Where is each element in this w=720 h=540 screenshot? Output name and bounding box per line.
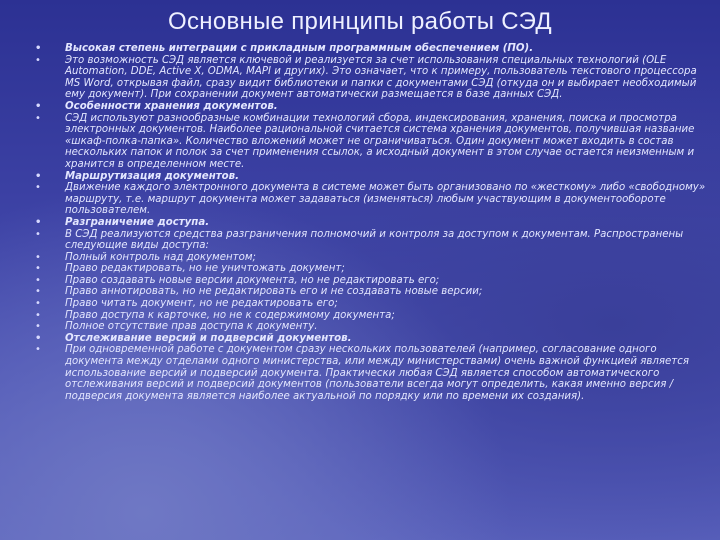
bullet-label: Это возможность СЭД является ключевой и реализуется за счет использования специальных технологий (OLE Automation, DDE, Active X, ODMA, MAPI и других). Это означает, что к примеру, пользователь текстового процессора MS Word, открывая файл, сразу видит библиотеки и папки с документами СЭД (откуда он и выбирает необходимый ему документ). При сохранении документ автоматически размещается в базе данных СЭД. xyxy=(65,54,697,101)
bullet-text xyxy=(35,182,707,217)
bullet-text xyxy=(35,286,707,298)
bullet-label: Маршрутизация документов. xyxy=(65,170,239,182)
bullet-label: Право создавать новые версии документа, но не редактировать его; xyxy=(65,274,440,286)
bullet-label: Движение каждого электронного документа в системе может быть организовано по «жесткому» либо «свободному» маршруту, т.е. маршрут документа может задаваться (изменяться) любым участвующим в документообороте пользователем. xyxy=(65,182,706,217)
bullet-label: В СЭД реализуются средства разграничения полномочий и контроля за доступом к документам. Распространены следующие виды доступа: xyxy=(65,228,684,252)
bullet-icon: • xyxy=(35,216,42,228)
bullet-icon: • xyxy=(35,43,42,54)
bullet-text xyxy=(35,263,707,275)
section-heading xyxy=(35,333,707,345)
bullet-icon: • xyxy=(35,286,41,298)
bullet-icon: • xyxy=(35,344,41,356)
bullet-label: Полный контроль над документом; xyxy=(65,251,256,263)
slide-title: Основные принципы работы СЭД xyxy=(168,8,552,35)
bullet-label: Высокая степень интеграции с прикладным программным обеспечением (ПО). xyxy=(65,43,534,54)
bullet-label: При одновременной работе с документом сразу нескольких пользователей (например, согласование одного документа между отделами одного министерства, или между министерствами) очень важной функцией является использование версий и подверсий документа. Практически любая СЭД является способом автоматического отслеживания версий и подверсий документов (пользователи всегда могут определить, какая именно версия / подверсия документа является наиболее актуальной по порядку или по времени их создания). xyxy=(65,344,689,402)
bullet-icon: • xyxy=(35,251,41,263)
bullet-icon: • xyxy=(35,54,41,66)
section-heading xyxy=(35,43,707,55)
bullet-icon: • xyxy=(35,263,41,275)
bullet-text xyxy=(35,310,707,322)
bullet-label: Право читать документ, но не редактировать его; xyxy=(65,298,338,310)
bullet-icon: • xyxy=(35,274,41,286)
bullet-text xyxy=(35,229,707,252)
bullet-label: Особенности хранения документов. xyxy=(65,100,278,112)
section-heading xyxy=(35,101,707,113)
bullet-text xyxy=(35,344,707,402)
bullet-icon: • xyxy=(35,332,42,344)
bullet-icon: • xyxy=(35,321,41,333)
bullet-text xyxy=(35,298,707,310)
bullet-text xyxy=(35,252,707,264)
bullet-label: Полное отсутствие прав доступа к документу. xyxy=(65,321,318,333)
section-heading xyxy=(35,217,707,229)
bullet-label: Разграничение доступа. xyxy=(65,216,210,228)
bullet-label: Отслеживание версий и подверсий документов. xyxy=(65,332,352,344)
bullet-icon: • xyxy=(35,100,42,112)
section-heading xyxy=(35,171,707,183)
bullet-text xyxy=(35,113,707,171)
bullet-label: Право редактировать, но не уничтожать документ; xyxy=(65,263,345,275)
bullet-icon: • xyxy=(35,309,41,321)
bullet-list xyxy=(35,43,707,402)
bullet-text xyxy=(35,275,707,287)
bullet-label: Право аннотировать, но не редактировать его и не создавать новые версии; xyxy=(65,286,483,298)
bullet-icon: • xyxy=(35,182,41,194)
bullet-label: Право доступа к карточке, но не к содержимому документа; xyxy=(65,309,395,321)
bullet-label: СЭД используют разнообразные комбинации технологий сбора, индексирования, хранения, поиска и просмотра электронных документов. Наиболее рациональной считается система хранения документов, получившая название «шкаф-полка-папка». Количество вложений может не ограничиваться. Один документ может входить в состав нескольких папок и полок за счет применения ссылок, а исходный документ в этом случае остается неизменным и хранится в определенном месте. xyxy=(65,112,695,170)
bullet-text xyxy=(35,321,707,333)
bullet-text xyxy=(35,55,707,101)
bullet-icon: • xyxy=(35,298,41,310)
bullet-icon: • xyxy=(35,228,41,240)
bullet-icon: • xyxy=(35,170,42,182)
bullet-icon: • xyxy=(35,112,41,124)
